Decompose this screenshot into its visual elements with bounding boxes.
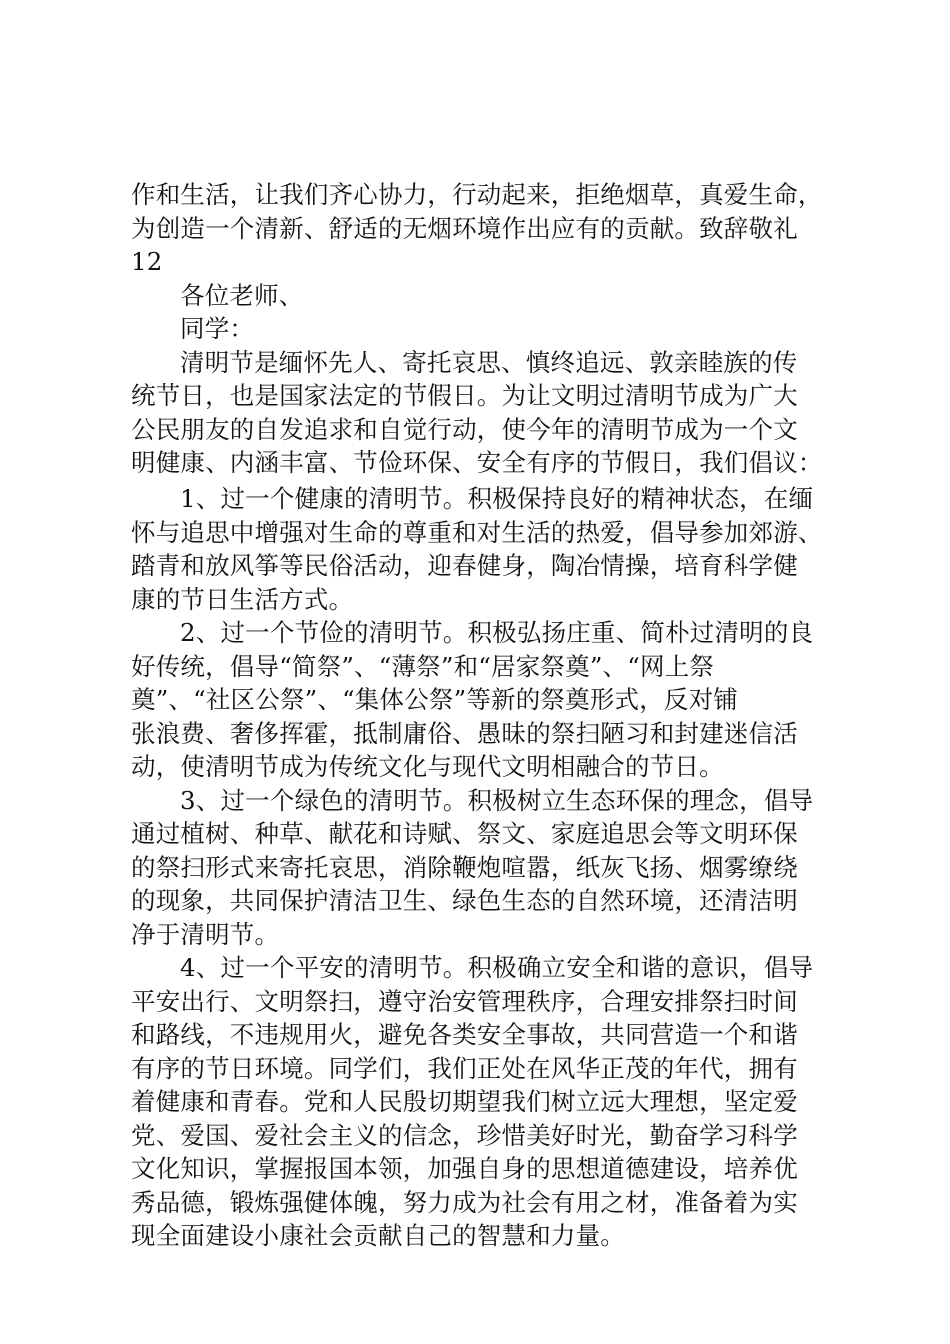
text-line: 净于清明节。 [131,919,280,949]
text-line: 2、过一个节俭的清明节。积极弘扬庄重、简朴过清明的良 [180,618,814,647]
text-line: 3、过一个绿色的清明节。积极树立生态环保的理念，倡导 [180,785,814,815]
text-block-intro [131,178,831,480]
text-line: 奠”、“社区公祭”、“集体公祭”等新的祭奠形式，反对铺 [131,685,739,714]
text-line: 康的节日生活方式。 [131,584,354,614]
text-line: 平安出行、文明祭扫，遵守治安管理秩序，合理安排祭扫时间 [131,986,798,1016]
text-line: 明健康、内涵丰富、节俭环保、安全有序的节假日，我们倡议： [131,448,823,477]
text-line: 为创造一个清新、舒适的无烟环境作出应有的贡献。致辞敬礼 [131,213,798,243]
text-line: 着健康和青春。党和人民殷切期望我们树立远大理想，坚定爱 [131,1087,798,1116]
text-line: 动，使清明节成为传统文化与现代文明相融合的节日。 [131,752,724,781]
text-line: 现全面建设小康社会贡献自己的智慧和力量。 [131,1221,625,1250]
text-line: 有序的节日环境。同学们，我们正处在风华正茂的年代，拥有 [131,1053,798,1083]
text-line: 通过植树、种草、献花和诗赋、祭文、家庭追思会等文明环保 [131,819,798,848]
text-line: 作和生活，让我们齐心协力，行动起来，拒绝烟草，真爱生命， [131,180,823,209]
text-line: 文化知识，掌握报国本领，加强自身的思想道德建设，培养优 [131,1154,798,1183]
text-line: 秀品德，锻炼强健体魄，努力成为社会有用之材，准备着为实 [131,1187,798,1217]
text-line: 1、过一个健康的清明节。积极保持良好的精神状态，在缅 [180,484,814,513]
text-line: 4、过一个平安的清明节。积极确立安全和谐的意识，倡导 [180,953,814,982]
text-block-proposals [131,482,831,1253]
text-line: 怀与追思中增强对生命的尊重和对生活的热爱，倡导参加郊游、 [131,517,823,547]
text-line: 公民朋友的自发追求和自觉行动，使今年的清明节成为一个文 [131,414,798,444]
text-line: 统节日，也是国家法定的节假日。为让文明过清明节成为广大 [131,381,798,410]
salutation-line: 各位老师、 [180,280,304,310]
text-line: 12 [131,247,163,276]
text-line: 清明节是缅怀先人、寄托哀思、慎终追远、敦亲睦族的传 [180,347,798,377]
text-line: 踏青和放风筝等民俗活动，迎春健身，陶冶情操，培育科学健 [131,551,798,580]
salutation-line: 同学： [180,314,255,343]
text-line: 的祭扫形式来寄托哀思，消除鞭炮喧嚣，纸灰飞扬、烟雾缭绕 [131,852,798,882]
text-line: 张浪费、奢侈挥霍，抵制庸俗、愚昧的祭扫陋习和封建迷信活 [131,718,798,748]
text-line: 和路线，不违规用火，避免各类安全事故，共同营造一个和谐 [131,1020,798,1049]
text-line: 好传统，倡导“简祭”、“薄祭”和“居家祭奠”、“网上祭 [131,651,715,681]
text-line: 党、爱国、爱社会主义的信念，珍惜美好时光，勤奋学习科学 [131,1120,798,1150]
text-line: 的现象，共同保护清洁卫生、绿色生态的自然环境，还清洁明 [131,886,798,915]
